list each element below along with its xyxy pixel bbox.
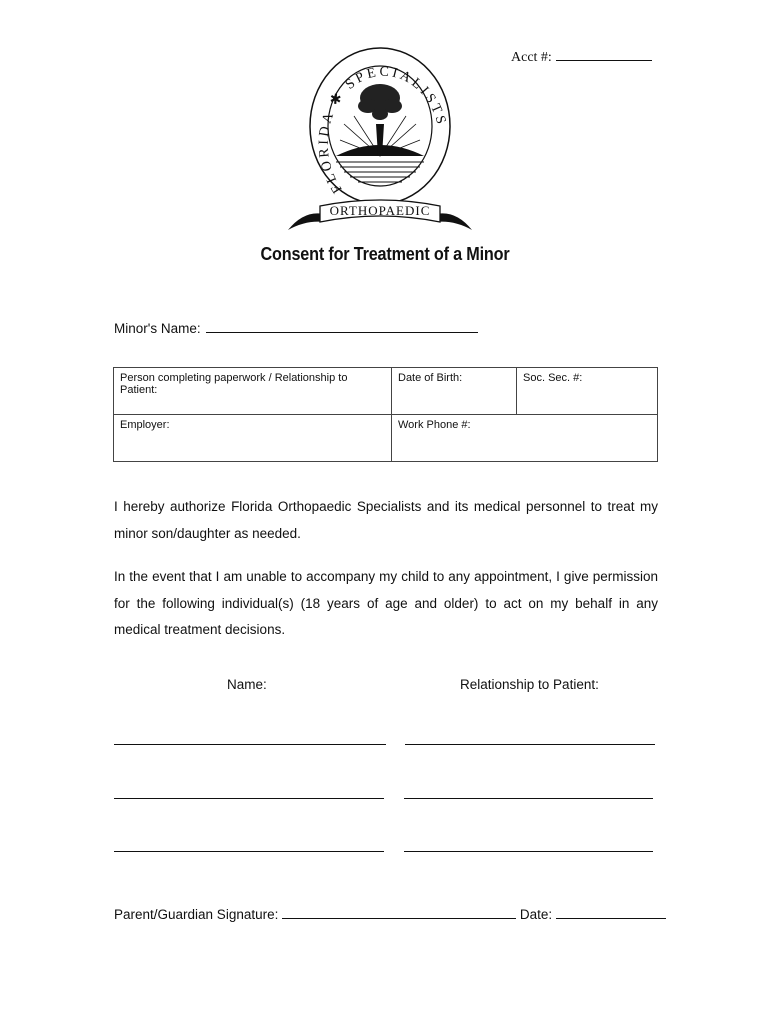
person-completing-cell[interactable]	[114, 368, 392, 415]
designee-name-line[interactable]	[114, 798, 384, 799]
account-number-field[interactable]	[511, 48, 652, 66]
signature-label: Parent/Guardian Signature:	[114, 907, 279, 922]
signature-row	[114, 906, 666, 922]
date-of-birth-label: Date of Birth:	[398, 372, 463, 384]
logo-banner-text: ORTHOPAEDIC	[329, 203, 431, 218]
relationship-column-header: Relationship to Patient:	[460, 677, 599, 692]
work-phone-cell[interactable]	[392, 415, 658, 462]
florida-orthopaedic-specialists-logo	[284, 44, 476, 240]
signature-line[interactable]	[282, 906, 516, 919]
name-column-header: Name:	[227, 677, 267, 692]
permission-paragraph: In the event that I am unable to accompany my child to any appointment, I give permission for the following individual(s) (18 years of age and older) to act on my behalf in any medical treatment decisions.	[114, 569, 658, 637]
work-phone-label: Work Phone #:	[398, 419, 471, 431]
date-line[interactable]	[556, 906, 666, 919]
minor-name-field[interactable]	[114, 320, 478, 336]
account-number-line[interactable]	[556, 48, 652, 61]
account-number-label: Acct #:	[511, 50, 552, 65]
designee-name-line[interactable]	[114, 851, 384, 852]
date-of-birth-cell[interactable]	[392, 368, 517, 415]
designee-name-line[interactable]	[114, 744, 386, 745]
employer-label: Employer:	[120, 419, 170, 431]
employer-cell[interactable]	[114, 415, 392, 462]
svg-text:FLORIDA ✱ SPECIALISTS: FLORIDA ✱ SPECIALISTS	[316, 64, 449, 196]
ssn-cell[interactable]	[517, 368, 658, 415]
designee-relationship-line[interactable]	[404, 851, 653, 852]
date-label: Date:	[519, 907, 553, 922]
page-title: Consent for Treatment of a Minor	[260, 244, 510, 264]
guardian-info-table	[113, 367, 658, 462]
ssn-label: Soc. Sec. #:	[523, 372, 583, 384]
designee-relationship-line[interactable]	[405, 744, 655, 745]
person-completing-label: Person completing paperwork / Relationship to Patient:	[120, 372, 348, 396]
designee-relationship-line[interactable]	[404, 798, 653, 799]
minor-name-label: Minor's Name:	[114, 321, 201, 336]
minor-name-line[interactable]	[206, 320, 478, 333]
authorization-paragraph: I hereby authorize Florida Orthopaedic Specialists and its medical personnel to treat my minor son/daughter as needed.	[114, 499, 658, 541]
